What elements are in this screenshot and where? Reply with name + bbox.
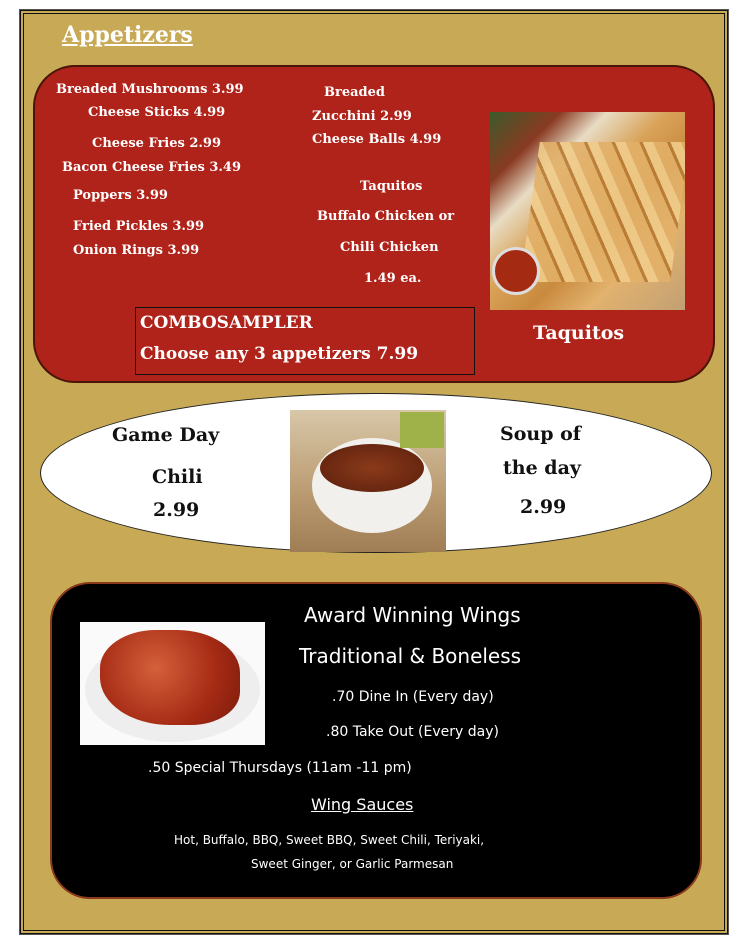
- menu-item: Poppers 3.99: [73, 188, 168, 203]
- menu-item: Cheese Sticks 4.99: [88, 105, 226, 120]
- chili-label-2: Chili: [152, 466, 203, 488]
- wing-sauces-heading: Wing Sauces: [311, 795, 414, 814]
- wings-special: .50 Special Thursdays (11am -11 pm): [148, 760, 412, 776]
- combo-text: Choose any 3 appetizers 7.99: [140, 344, 419, 364]
- menu-item: Onion Rings 3.99: [73, 243, 200, 258]
- taquitos-image-detail: [520, 142, 685, 282]
- appetizers-title: Appetizers: [62, 22, 193, 48]
- chili-price: 2.99: [153, 499, 200, 521]
- salsa-bowl: [492, 247, 540, 295]
- menu-item: Breaded: [324, 85, 385, 100]
- menu-item: Buffalo Chicken or: [317, 209, 455, 224]
- soup-price: 2.99: [520, 496, 567, 518]
- menu-item: 1.49 ea.: [364, 271, 422, 286]
- menu-item: Fried Pickles 3.99: [73, 219, 205, 234]
- combo-sampler-box: [135, 307, 475, 375]
- menu-item: Cheese Balls 4.99: [312, 132, 442, 147]
- soup-label-2: the day: [503, 457, 581, 479]
- wings-title: Award Winning Wings: [304, 603, 521, 627]
- wing-sauces-list-2: Sweet Ginger, or Garlic Parmesan: [251, 857, 454, 871]
- taquitos-photo: [490, 112, 685, 310]
- menu-item: Breaded Mushrooms 3.99: [56, 82, 244, 97]
- wings-subtitle: Traditional & Boneless: [299, 644, 522, 668]
- wings-take-out: .80 Take Out (Every day): [326, 724, 499, 740]
- combo-title: COMBOSAMPLER: [140, 313, 313, 333]
- soup-label: Soup of: [500, 423, 581, 445]
- menu-item: Zucchini 2.99: [312, 109, 412, 124]
- wings-photo: [80, 622, 265, 745]
- side-bowl: [400, 412, 444, 448]
- wing-sauces-list: Hot, Buffalo, BBQ, Sweet BBQ, Sweet Chili, Teriyaki,: [174, 833, 485, 847]
- menu-item: Taquitos: [360, 179, 423, 194]
- chili-contents: [320, 444, 424, 492]
- menu-item: Chili Chicken: [340, 240, 439, 255]
- chili-photo: [290, 410, 446, 552]
- menu-item: Bacon Cheese Fries 3.49: [62, 160, 241, 175]
- taquitos-caption: Taquitos: [533, 322, 625, 344]
- wings-food: [100, 630, 240, 725]
- chili-label: Game Day: [112, 424, 220, 446]
- wings-dine-in: .70 Dine In (Every day): [332, 689, 494, 705]
- menu-item: Cheese Fries 2.99: [92, 136, 222, 151]
